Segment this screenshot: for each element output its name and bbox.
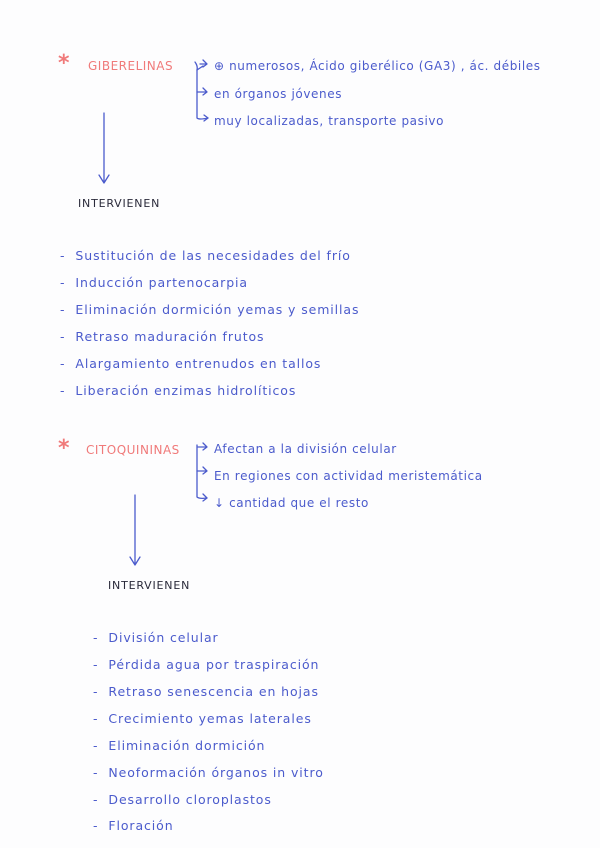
list-item: - Crecimiento yemas laterales	[93, 711, 312, 726]
heading-giberelinas: GIBERELINAS	[88, 59, 174, 73]
down-arrow-2	[130, 495, 140, 565]
list-item: - Desarrollo cloroplastos	[93, 792, 272, 807]
property-item: en órganos jóvenes	[214, 87, 343, 101]
intervienen-label: INTERVIENEN	[78, 197, 161, 210]
bracket-line-1	[197, 70, 208, 119]
list-item: - Eliminación dormición	[93, 738, 266, 753]
list-item: - Floración	[93, 818, 174, 833]
bracket-arrow-1	[195, 62, 203, 70]
property-item: En regiones con actividad meristemática	[214, 469, 483, 483]
asterisk-marker: *	[58, 436, 70, 461]
asterisk-marker: *	[58, 51, 70, 76]
list-item: - Pérdida agua por traspiración	[93, 657, 320, 672]
list-item: - Inducción partenocarpia	[60, 275, 248, 290]
intervienen-label: INTERVIENEN	[108, 579, 191, 592]
down-arrow-1	[99, 113, 109, 183]
list-item: - Liberación enzimas hidrolíticos	[60, 383, 297, 398]
list-item: - Neoformación órganos in vitro	[93, 765, 324, 780]
list-item: - Eliminación dormición yemas y semillas	[60, 302, 360, 317]
list-item: - Alargamiento entrenudos en tallos	[60, 356, 322, 371]
property-item: Afectan a la división celular	[214, 442, 397, 456]
list-item: - Retraso maduración frutos	[60, 329, 265, 344]
property-item: muy localizadas, transporte pasivo	[214, 114, 445, 128]
list-item: - Sustitución de las necesidades del frío	[60, 248, 351, 263]
property-item: ⊕ numerosos, Ácido giberélico (GA3) , ác. débiles	[214, 59, 541, 73]
list-item: - Retraso senescencia en hojas	[93, 684, 319, 699]
property-item: ↓ cantidad que el resto	[214, 496, 369, 510]
heading-citoquininas: CITOQUININAS	[86, 443, 180, 457]
list-item: - División celular	[93, 630, 219, 645]
bracket-arrow-2	[197, 88, 207, 95]
